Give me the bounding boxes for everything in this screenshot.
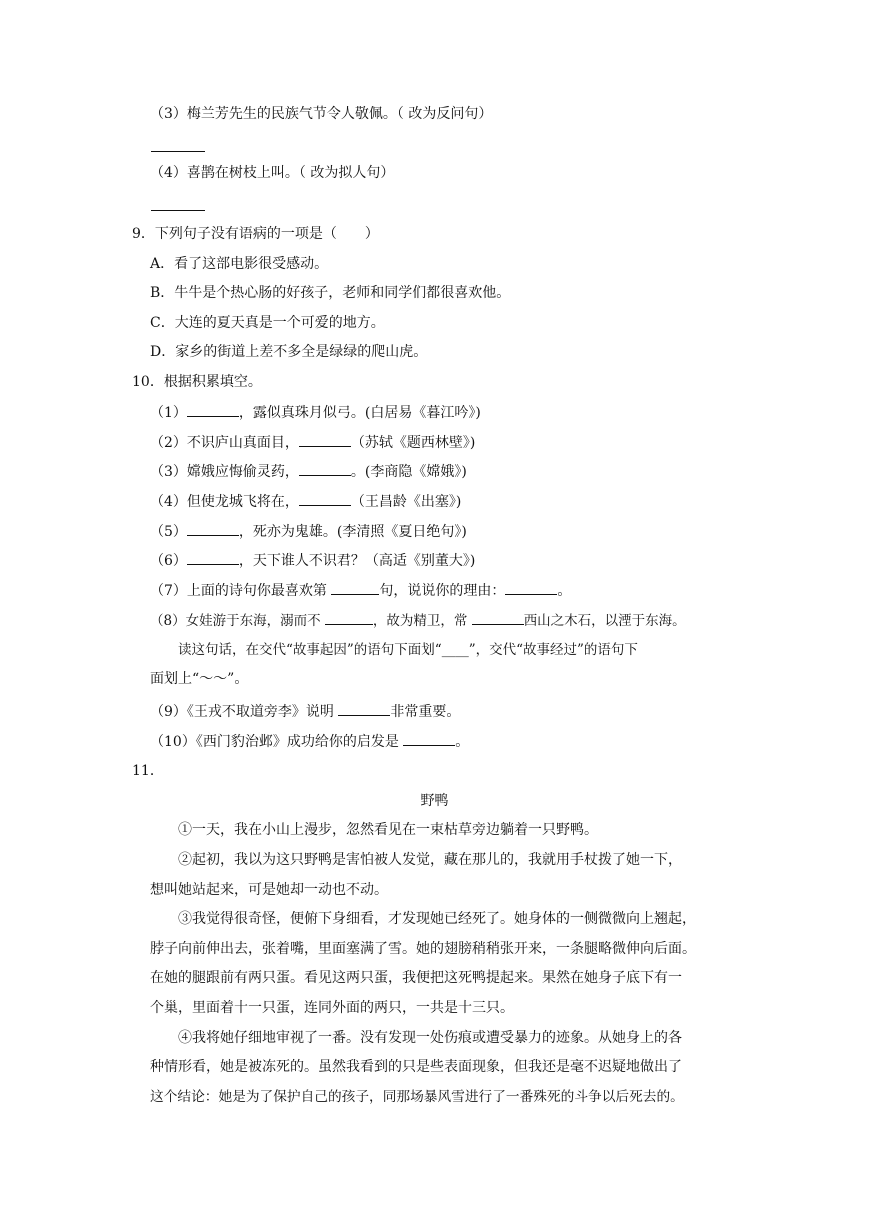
option-c: C．大连的夏天真是一个可爱的地方。 [150,315,385,331]
fill-item-7-prefix: （7）上面的诗句你最喜欢第 [150,583,332,599]
passage-title: 野鸭 [420,793,449,809]
fill-blank [299,432,351,447]
fill-item-6-prefix: （6） [150,553,187,569]
option-a: A．看了这部电影很受感动。 [150,256,329,272]
fill-blank [325,610,373,625]
passage-paragraph-4-line-2: 种情形看，她是被冻死的。虽然我看到的只是些表面现象，但我还是毫不迟疑地做出了 [150,1059,682,1075]
fill-item-6 [150,550,475,570]
passage-paragraph-1: ①一天，我在小山上漫步，忽然看见在一束枯草旁边躺着一只野鸭。 [178,822,598,838]
passage-paragraph-4-line-3: 这个结论：她是为了保护自己的孩子，同那场暴风雪进行了一番殊死的斗争以后死去的。 [150,1089,684,1105]
passage-paragraph-3-line-3: 在她的腿跟前有两只蛋。看见这两只蛋，我便把这死鸭提起来。果然在她身子底下有一 [150,970,682,986]
fill-item-2-prefix: （2）不识庐山真面目， [150,435,299,451]
fill-blank [505,580,557,595]
fill-item-5-suffix: ，死亦为鬼雄。(李清照《夏日绝句》) [238,524,467,540]
fill-item-7-suffix: 。 [557,583,572,599]
fill-item-8-instruction: 读这句话，在交代“故事起因”的语句下面划“____”，交代“故事经过”的语句下 [178,642,638,658]
option-d: D．家乡的街道上差不多全是绿绿的爬山虎。 [150,344,428,360]
fill-item-9 [150,701,460,721]
fill-item-5-prefix: （5） [150,524,187,540]
fill-item-8-prefix: （8）女娃游于东海，溺而不 [150,613,325,629]
fill-item-1-prefix: （1） [150,405,187,421]
rewrite-item-4: （4）喜鹊在树枝上叫。（ 改为拟人句） [150,165,395,181]
fill-blank [472,610,524,625]
fill-item-1-suffix: ，露似真珠月似弓。(白居易《暮江吟》) [238,405,481,421]
fill-item-7-middle: 句，说说你的理由： [379,583,506,599]
fill-blank [403,731,455,746]
fill-item-1 [150,402,481,422]
option-b: B．牛牛是个热心肠的好孩子，老师和同学们都很喜欢他。 [150,285,511,301]
fill-item-8 [150,610,686,630]
fill-item-8-suffix: 西山之木石，以湮于东海。 [523,613,686,629]
fill-item-9-suffix: 非常重要。 [390,704,461,720]
fill-item-3-prefix: （3）嫦娥应悔偷灵药， [150,464,299,480]
passage-paragraph-3-line-4: 个巢，里面着十一只蛋，连同外面的两只，一共是十三只。 [150,1000,514,1016]
fill-item-4 [150,491,461,511]
fill-blank [187,402,239,417]
fill-item-8-middle: ，故为精卫，常 [372,613,472,629]
passage-paragraph-3-line-1: ③我觉得很奇怪，便俯下身细看，才发现她已经死了。她身体的一侧微微向上翘起， [178,911,696,927]
fill-item-3-suffix: 。(李商隐《嫦娥》) [350,464,467,480]
passage-paragraph-3-line-2: 脖子向前伸出去，张着嘴，里面塞满了雪。她的翅膀稍稍张开来，一条腿略微伸向后面。 [150,941,696,957]
fill-item-7 [150,580,571,600]
fill-item-2 [150,432,475,452]
fill-blank [187,521,239,536]
fill-blank [338,701,390,716]
question-10-stem: 10．根据积累填空。 [132,374,262,390]
fill-item-6-suffix: ，天下谁人不识君？（高适《别董大》) [238,553,476,569]
fill-blank [299,461,351,476]
fill-item-4-suffix: （王昌龄《出塞》) [350,494,462,510]
fill-item-2-suffix: （苏轼《题西林壁》) [350,435,476,451]
answer-line-4 [151,210,205,211]
passage-paragraph-4-line-1: ④我将她仔细地审视了一番。没有发现一处伤痕或遭受暴力的迹象。从她身上的各 [178,1030,682,1046]
fill-item-10-prefix: （10）《西门豹治邺》成功给你的启发是 [150,734,404,750]
passage-paragraph-2-line-1: ②起初，我以为这只野鸭是害怕被人发觉，藏在那儿的，我就用手杖拨了她一下， [178,852,682,868]
question-11-number: 11． [132,763,164,779]
fill-item-10-suffix: 。 [455,734,470,750]
fill-item-4-prefix: （4）但使龙城飞将在， [150,494,299,510]
passage-paragraph-2-line-2: 想叫她站起来，可是她却一动也不动。 [150,882,388,898]
question-9-stem: 9．下列句子没有语病的一项是（ ） [132,226,379,242]
fill-item-9-prefix: （9）《王戎不取道旁李》说明 [150,704,339,720]
answer-line-3 [151,151,205,152]
fill-blank [187,550,239,565]
fill-item-8-instruction-cont: 面划上“～～”。 [150,671,249,687]
fill-item-3 [150,461,467,481]
rewrite-item-3: （3）梅兰芳先生的民族气节令人敬佩。（ 改为反问句） [150,106,493,122]
fill-item-5 [150,521,467,541]
fill-item-10 [150,731,469,751]
fill-blank [299,491,351,506]
fill-blank [331,580,379,595]
